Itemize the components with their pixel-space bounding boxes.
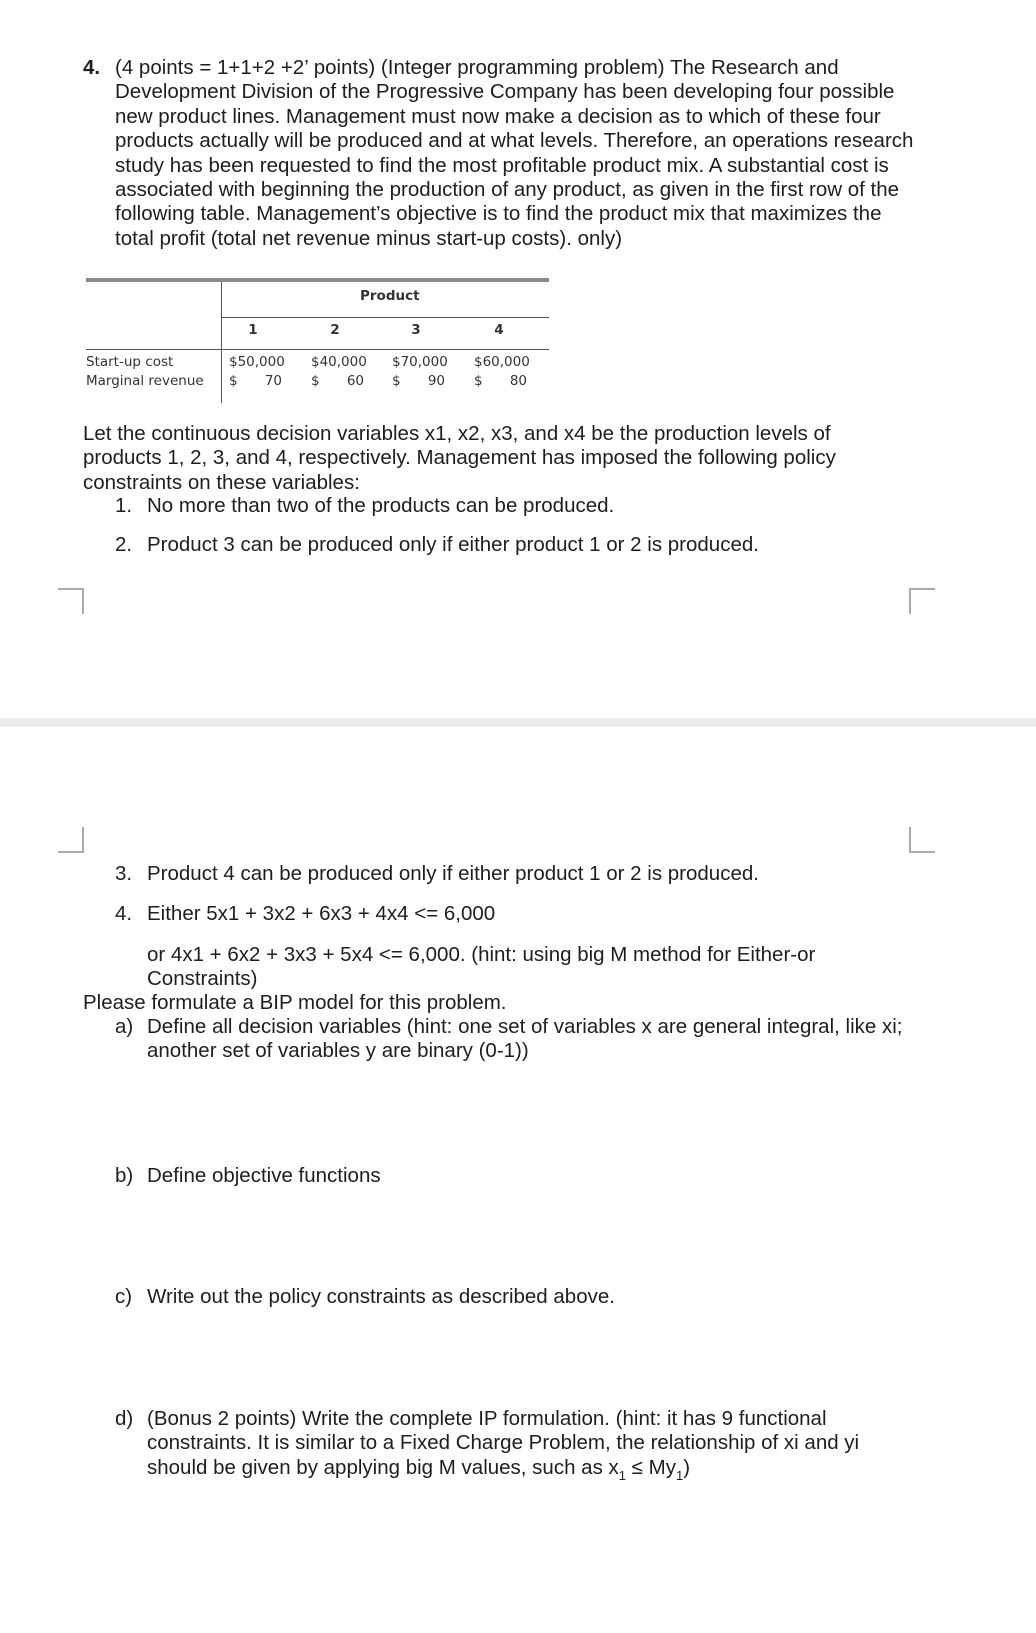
startup-cost-4: $60,000 <box>474 354 530 370</box>
part-text: Write out the policy constraints as described above. <box>147 1285 615 1308</box>
page-2 <box>0 727 1036 1633</box>
constraint-text: Product 3 can be produced only if either product 1 or 2 is produced. <box>147 533 759 556</box>
startup-cost-1: $50,000 <box>229 354 285 370</box>
constraint-text: Either 5x1 + 3x2 + 6x3 + 4x4 <= 6,000 <box>147 902 496 925</box>
question-number: 4. <box>83 56 101 79</box>
revenue-2: 60 <box>346 373 364 389</box>
part-text: Define objective functions <box>147 1164 381 1187</box>
subscript: 1 <box>618 1467 627 1483</box>
table-body-rule <box>86 349 549 350</box>
revenue-currency-1: $ <box>229 373 238 389</box>
subscript: 1 <box>675 1467 684 1483</box>
revenue-currency-2: $ <box>311 373 320 389</box>
constraint-4-continued: or 4x1 + 6x2 + 3x3 + 5x4 <= 6,000. (hint: using big M method for Either-or Constraints) <box>147 943 816 991</box>
part-d-close: ) <box>683 1455 691 1479</box>
product-table <box>86 278 549 403</box>
row-label-startup: Start-up cost <box>86 354 174 370</box>
table-header-rule <box>222 317 549 318</box>
question-intro: (4 points = 1+1+2 +2’ points) (Integer programming problem) The Research and Development Division of the Progressive Company has been developing four possible new product lines. Management must now make a decision as to which of these four products actually will be produced and at what levels. Therefore, an operations research study has been requested to find the most profitable product mix. A substantial cost is associated with beginning the production of any product, as given in the first row of the following table. Management’s objective is to find the product mix that maximizes the total profit (total net revenue minus start-up costs). only) <box>115 56 914 250</box>
startup-cost-2: $40,000 <box>311 354 367 370</box>
page-corner-mark <box>58 588 84 614</box>
col-header-4: 4 <box>494 322 504 338</box>
part-d-text: (Bonus 2 points) Write the complete IP formulation. (hint: it has 9 functional constraints. It is similar to a Fixed Charge Problem, the relationship of xi and yi should be given by applying big M values, such as x <box>147 1407 860 1479</box>
constraint-number: 3. <box>115 862 133 885</box>
formulate-instruction: Please formulate a BIP model for this problem. <box>83 991 507 1014</box>
part-label: c) <box>115 1285 133 1308</box>
table-vertical-rule <box>221 282 222 403</box>
constraint-text: No more than two of the products can be produced. <box>147 494 615 517</box>
table-group-header: Product <box>360 288 420 304</box>
revenue-4: 80 <box>509 373 527 389</box>
col-header-1: 1 <box>248 322 258 338</box>
constraint-text: Product 4 can be produced only if either product 1 or 2 is produced. <box>147 862 759 885</box>
col-header-3: 3 <box>411 322 421 338</box>
constraint-number: 1. <box>115 494 133 517</box>
col-header-2: 2 <box>330 322 340 338</box>
page-corner-mark <box>909 827 935 853</box>
page-corner-mark <box>58 827 84 853</box>
table-top-rule <box>86 278 549 282</box>
part-text <box>147 1407 877 1482</box>
row-label-revenue: Marginal revenue <box>86 373 204 389</box>
page-separator <box>0 718 1036 727</box>
variables-paragraph: Let the continuous decision variables x1, x2, x3, and x4 be the production levels of products 1, 2, 3, and 4, respectively. Management has imposed the following policy constraints on these variables: <box>83 422 836 494</box>
revenue-currency-4: $ <box>474 373 483 389</box>
constraint-number: 4. <box>115 902 133 925</box>
startup-cost-3: $70,000 <box>392 354 448 370</box>
part-label: a) <box>115 1015 134 1038</box>
part-label: d) <box>115 1407 134 1430</box>
part-d-inequality: ≤ My <box>626 1455 676 1479</box>
revenue-1: 70 <box>264 373 282 389</box>
revenue-3: 90 <box>427 373 445 389</box>
page-1 <box>0 0 1036 718</box>
part-label: b) <box>115 1164 134 1187</box>
part-text: Define all decision variables (hint: one set of variables x are general integral, like xi; another set of variables y are binary (0-1)) <box>147 1015 903 1063</box>
revenue-currency-3: $ <box>392 373 401 389</box>
page-corner-mark <box>909 588 935 614</box>
constraint-number: 2. <box>115 533 133 556</box>
